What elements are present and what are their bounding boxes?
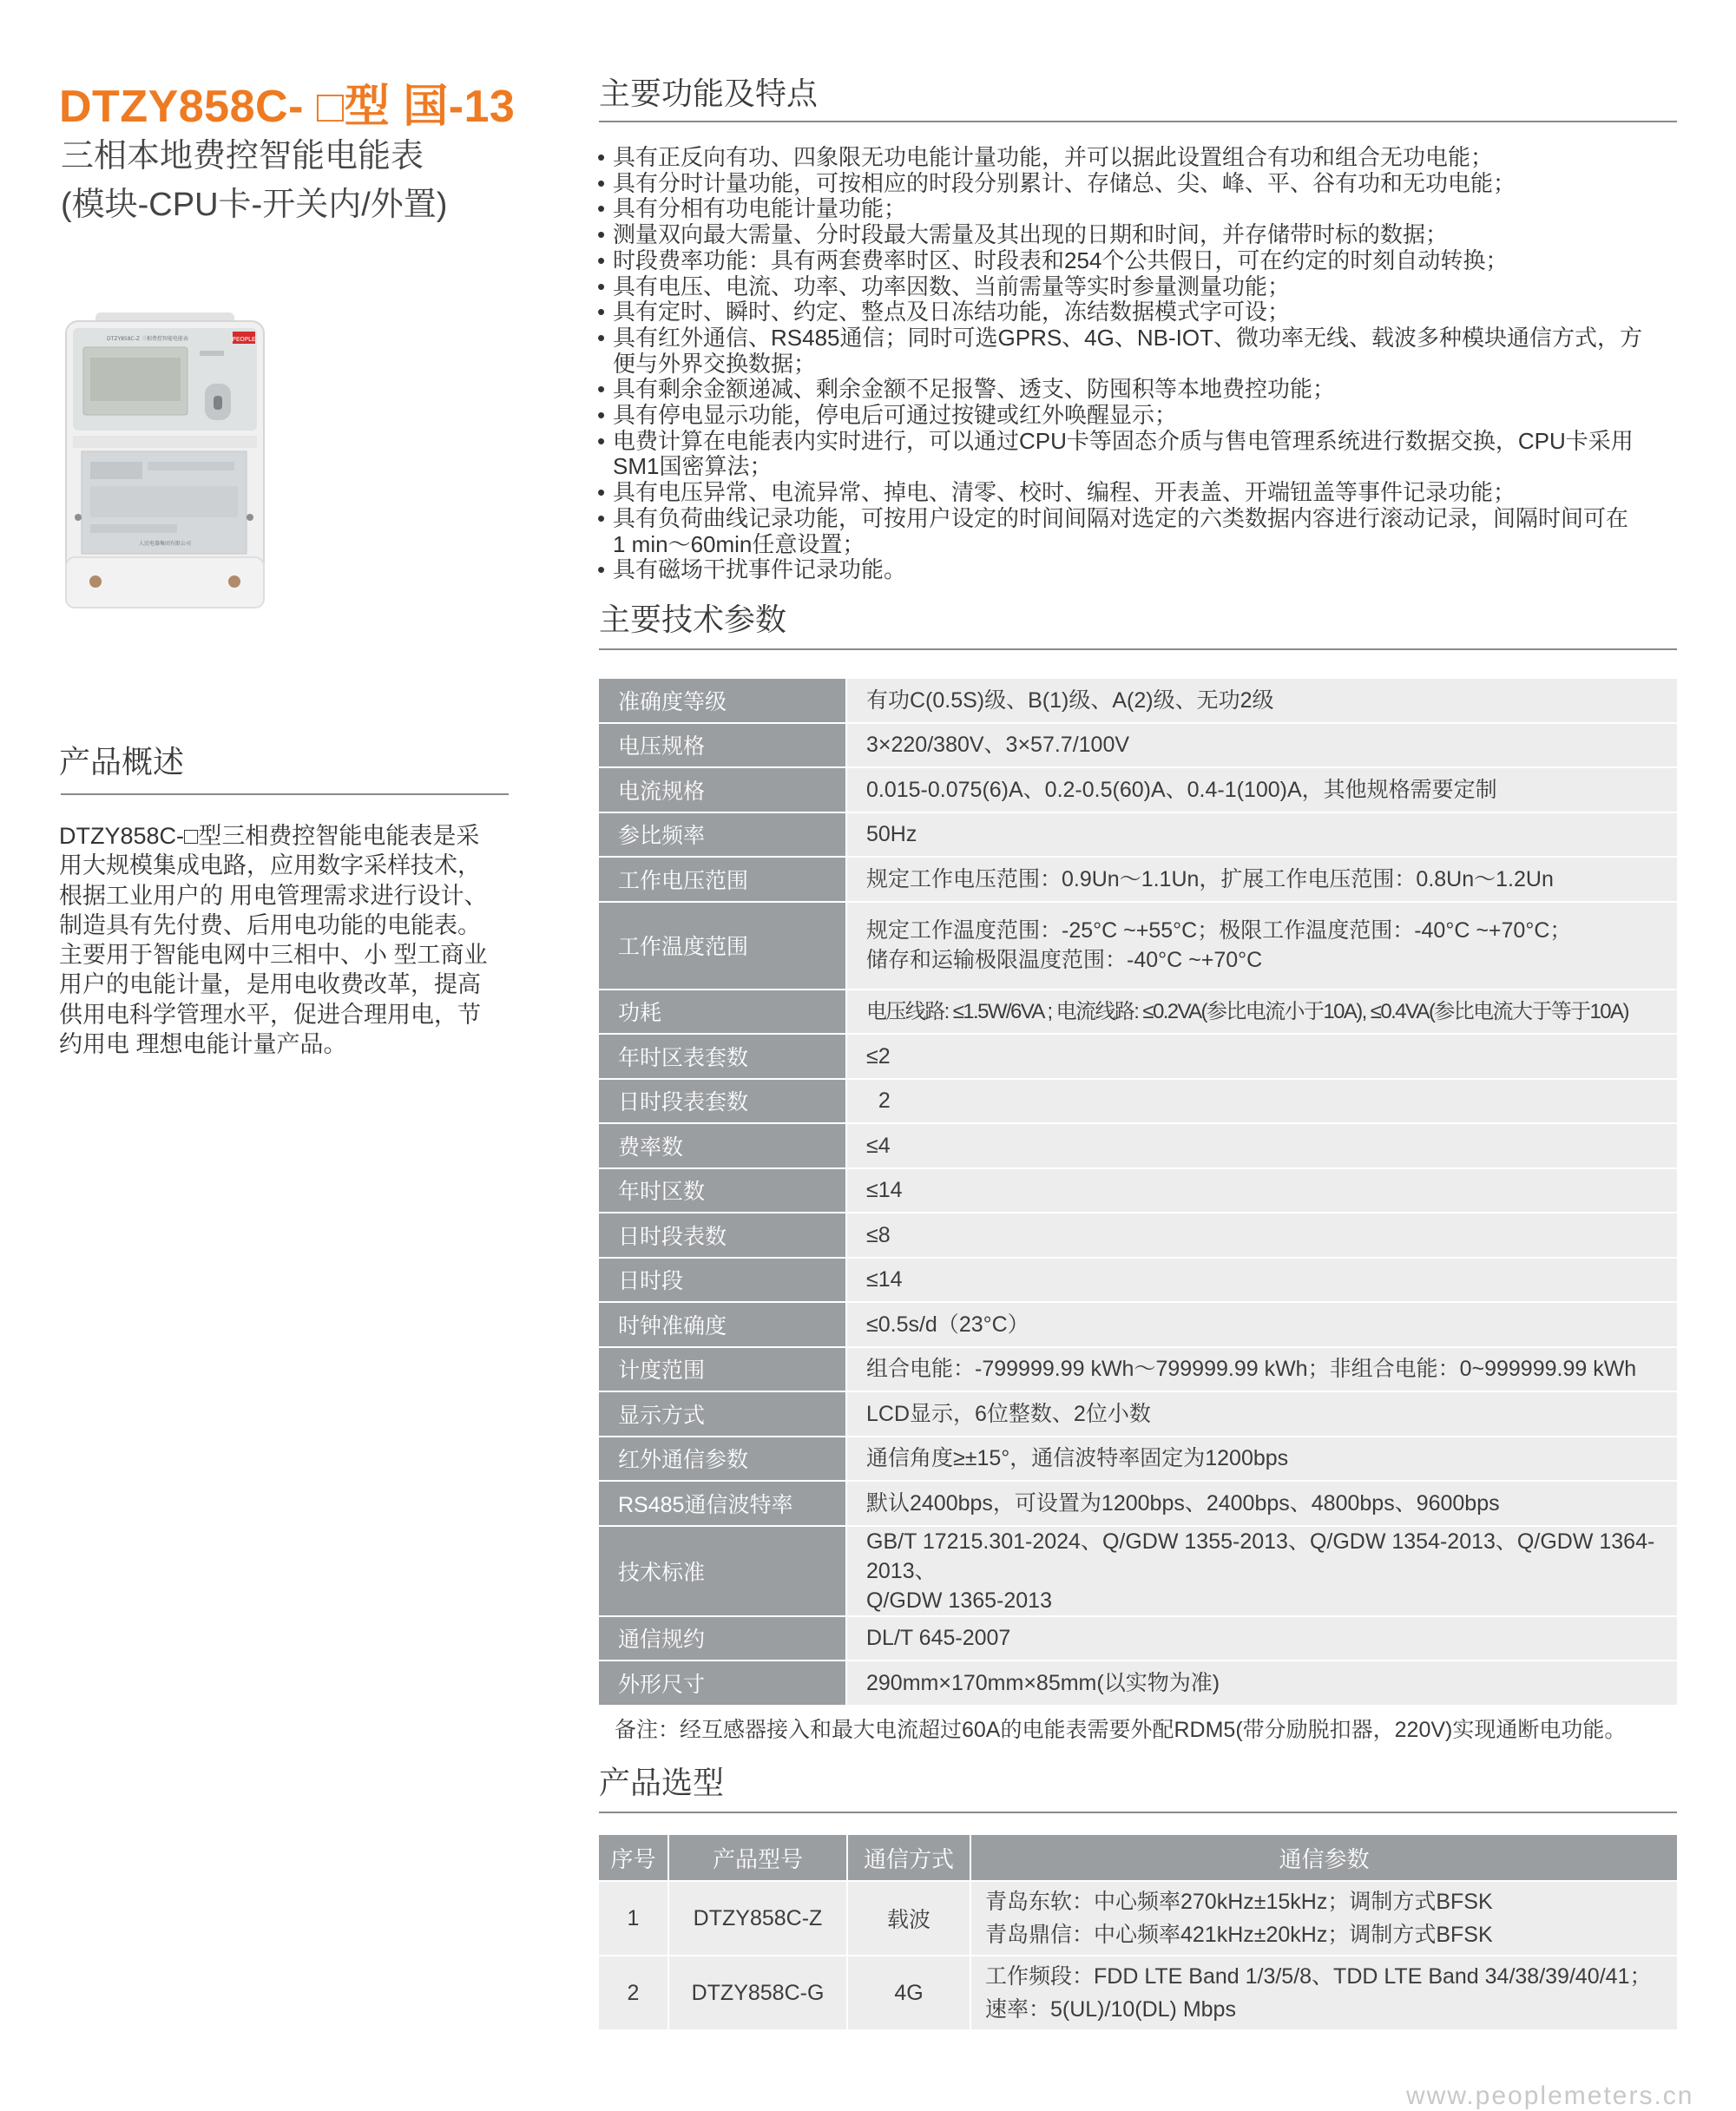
spec-value-line: 储存和运输极限温度范围：-40°C ~+70°C — [866, 948, 1263, 972]
selection-divider — [599, 1812, 1677, 1813]
feature-item: • 具有正反向有功、四象限无功电能计量功能，并可以据此设置组合有功和组合无功电能； — [597, 145, 1682, 171]
table-row — [599, 679, 1677, 723]
param-line: 青岛东软：中心频率270kHz±15kHz；调制方式BFSK — [985, 1890, 1493, 1914]
spec-label: 外形尺寸 — [599, 1661, 846, 1706]
feature-item: • 具有停电显示功能，停电后可通过按键或红外唤醒显示； — [597, 403, 1682, 429]
meter-brand-label — [233, 332, 256, 344]
table-row — [599, 990, 1677, 1035]
spec-value: ≤14 — [846, 1168, 1677, 1213]
spec-label: 准确度等级 — [599, 679, 846, 723]
spec-value: 通信角度≥±15°，通信波特率固定为1200bps — [846, 1437, 1677, 1482]
spec-value-line: 规定工作温度范围：-25°C ~+55°C；极限工作温度范围：-40°C ~+70°C； — [866, 918, 1572, 943]
meter-product-image — [61, 312, 269, 616]
overview-divider — [61, 793, 509, 795]
spec-value: DL/T 645-2007 — [846, 1616, 1677, 1661]
features-heading: 主要功能及特点 — [599, 76, 819, 111]
feature-item: • 时段费率功能：具有两套费率时区、时段表和254个公共假日，可在约定的时刻自动转换； — [597, 248, 1682, 274]
spec-label: 电流规格 — [599, 767, 846, 812]
table-row — [599, 723, 1677, 768]
overview-line: 主要用于智能电网中三相中、小 型工商业 — [59, 942, 488, 969]
spec-value: 2 — [846, 1079, 1677, 1124]
row-number: 2 — [599, 1956, 668, 2029]
overview-line: 供用电科学管理水平，促进合理用电，节 — [59, 1001, 481, 1028]
feature-item: • 电费计算在电能表内实时进行，可以通过CPU卡等固态介质与售电管理系统进行数据交换，CPU卡采用 SM1国密算法； — [597, 429, 1682, 480]
overview-line: 制造具有先付费、后用电功能的电能表。 — [59, 911, 481, 938]
row-comm-params — [970, 1881, 1677, 1956]
spec-value: 50Hz — [846, 812, 1677, 858]
overview-line: 用大规模集成电路，应用数字采样技术， — [59, 852, 481, 879]
spec-label: 日时段表数 — [599, 1213, 846, 1258]
spec-value: 组合电能：-799999.99 kWh～799999.99 kWh；非组合电能：0~999999.99 kWh — [846, 1347, 1677, 1392]
feature-item: • 具有红外通信、RS485通信；同时可选GPRS、4G、NB-IOT、微功率无线、载波多种模块通信方式，方 便与外界交换数据； — [597, 326, 1682, 377]
spec-value-line: GB/T 17215.301-2024、Q/GDW 1355-2013、Q/GDW 1354-2013、Q/GDW 1364-2013、 — [866, 1529, 1655, 1583]
spec-value: LCD显示，6位整数、2位小数 — [846, 1391, 1677, 1437]
feature-item: • 具有负荷曲线记录功能，可按用户设定的时间间隔对选定的六类数据内容进行滚动记录，间隔时间可在 1 min～60min任意设置； — [597, 506, 1682, 557]
overview-line: 约用电 理想电能计量产品。 — [59, 1031, 347, 1058]
feature-item: • 具有分时计量功能，可按相应的时段分别累计、存储总、尖、峰、平、谷有功和无功电能； — [597, 171, 1682, 197]
row-comm-params — [970, 1956, 1677, 2029]
product-model-title: DTZY858C- □型 国-13 — [59, 82, 516, 132]
feature-item: • 具有电压、电流、功率、功率因数、当前需量等实时参量测量功能； — [597, 274, 1682, 300]
table-row — [599, 1481, 1677, 1526]
spec-label: RS485通信波特率 — [599, 1481, 846, 1526]
row-model: DTZY858C-G — [668, 1956, 847, 2029]
specs-note: 备注：经互感器接入和最大电流超过60A的电能表需要外配RDM5(带分励脱扣器，220V)实现通断电功能。 — [615, 1718, 1627, 1742]
column-header-params: 通信参数 — [970, 1835, 1677, 1881]
overview-text — [59, 821, 519, 1059]
spec-label: 技术标准 — [599, 1526, 846, 1616]
spec-label: 计度范围 — [599, 1347, 846, 1392]
features-list — [597, 145, 1682, 583]
table-header-row — [599, 1835, 1677, 1881]
table-row — [599, 1213, 1677, 1258]
table-row — [599, 1123, 1677, 1168]
spec-label: 时钟准确度 — [599, 1302, 846, 1347]
spec-value: ≤14 — [846, 1258, 1677, 1303]
feature-item: • 具有剩余金额递减、剩余金额不足报警、透支、防囤积等本地费控功能； — [597, 377, 1682, 403]
spec-value: 有功C(0.5S)级、B(1)级、A(2)级、无功2级 — [846, 679, 1677, 723]
table-row — [599, 1034, 1677, 1079]
table-row — [599, 1302, 1677, 1347]
spec-value: ≤0.5s/d（23°C） — [846, 1302, 1677, 1347]
table-row — [599, 1661, 1677, 1706]
spec-value: ≤4 — [846, 1123, 1677, 1168]
spec-value: ≤2 — [846, 1034, 1677, 1079]
column-header-model: 产品型号 — [668, 1835, 847, 1881]
row-number: 1 — [599, 1881, 668, 1956]
table-row — [599, 1258, 1677, 1303]
overview-line: 用户的电能计量，是用电收费改革，提高 — [59, 971, 481, 998]
spec-label: 年时区表套数 — [599, 1034, 846, 1079]
selection-table — [599, 1835, 1677, 2029]
table-row — [599, 812, 1677, 858]
spec-value: 290mm×170mm×85mm(以实物为准) — [846, 1661, 1677, 1706]
param-line: 工作频段：FDD LTE Band 1/3/5/8、TDD LTE Band 34/38/39/40/41； — [985, 1964, 1652, 1989]
table-row — [599, 1616, 1677, 1661]
table-row — [599, 1437, 1677, 1482]
spec-value: 3×220/380V、3×57.7/100V — [846, 723, 1677, 768]
table-row — [599, 1526, 1677, 1616]
row-comm-method: 载波 — [847, 1881, 970, 1956]
spec-value: 规定工作电压范围：0.9Un～1.1Un，扩展工作电压范围：0.8Un～1.2Un — [846, 857, 1677, 902]
table-row — [599, 1881, 1677, 1956]
spec-value: 0.015-0.075(6)A、0.2-0.5(60)A、0.4-1(100)A，其他规格需要定制 — [846, 767, 1677, 812]
spec-label: 参比频率 — [599, 812, 846, 858]
product-subtitle: 三相本地费控智能电能表 — [61, 138, 424, 174]
selection-heading: 产品选型 — [599, 1765, 725, 1800]
overview-line: DTZY858C-□型三相费控智能电能表是采 — [59, 823, 480, 849]
table-row — [599, 1347, 1677, 1392]
spec-label: 通信规约 — [599, 1616, 846, 1661]
spec-label: 红外通信参数 — [599, 1437, 846, 1482]
spec-label: 功耗 — [599, 990, 846, 1035]
overview-heading: 产品概述 — [59, 744, 185, 779]
table-row — [599, 1079, 1677, 1124]
param-line: 青岛鼎信：中心频率421kHz±20kHz；调制方式BFSK — [985, 1923, 1493, 1947]
spec-value: 默认2400bps，可设置为1200bps、2400bps、4800bps、9600bps — [846, 1481, 1677, 1526]
spec-label: 日时段表套数 — [599, 1079, 846, 1124]
table-row — [599, 1168, 1677, 1213]
spec-value — [846, 902, 1677, 990]
spec-label: 电压规格 — [599, 723, 846, 768]
spec-label: 年时区数 — [599, 1168, 846, 1213]
spec-value-text: 电压线路: ≤1.5W/6VA ; 电流线路: ≤0.2VA(参比电流小于10A), ≤0.4VA(参比电流大于等于10A) — [866, 999, 1628, 1023]
feature-item: • 具有电压异常、电流异常、掉电、清零、校时、编程、开表盖、开端钮盖等事件记录功能； — [597, 480, 1682, 506]
specs-table — [599, 679, 1677, 1707]
feature-item: • 具有定时、瞬时、约定、整点及日冻结功能，冻结数据模式字可设； — [597, 299, 1682, 326]
row-model: DTZY858C-Z — [668, 1881, 847, 1956]
spec-label: 工作电压范围 — [599, 857, 846, 902]
overview-line: 根据工业用户的 用电管理需求进行设计、 — [59, 882, 488, 909]
table-row — [599, 767, 1677, 812]
product-subtitle-variant: (模块-CPU卡-开关内/外置) — [61, 187, 448, 223]
column-header-comm: 通信方式 — [847, 1835, 970, 1881]
param-line: 速率：5(UL)/10(DL) Mbps — [985, 1997, 1236, 2022]
specs-divider — [599, 648, 1677, 650]
column-header-no: 序号 — [599, 1835, 668, 1881]
svg-text:PEOPLE: PEOPLE — [232, 336, 256, 343]
spec-value — [846, 990, 1677, 1035]
table-row — [599, 857, 1677, 902]
spec-value: ≤8 — [846, 1213, 1677, 1258]
spec-label: 工作温度范围 — [599, 902, 846, 990]
meter-panel-label: DTZY858C-Z 三相费控智能电能表 — [107, 336, 188, 342]
specs-heading: 主要技术参数 — [599, 602, 787, 637]
table-row — [599, 1956, 1677, 2029]
features-divider — [599, 121, 1677, 122]
table-row — [599, 902, 1677, 990]
spec-value — [846, 1526, 1677, 1616]
feature-item: • 测量双向最大需量、分时段最大需量及其出现的日期和时间，并存储带时标的数据； — [597, 222, 1682, 248]
spec-label: 日时段 — [599, 1258, 846, 1303]
spec-label: 费率数 — [599, 1123, 846, 1168]
meter-maker-label: 人民电器集团有限公司 — [138, 541, 192, 547]
table-row — [599, 1391, 1677, 1437]
feature-item: • 具有磁场干扰事件记录功能。 — [597, 557, 1682, 583]
spec-value-line: Q/GDW 1365-2013 — [866, 1588, 1052, 1613]
spec-label: 显示方式 — [599, 1391, 846, 1437]
feature-item: • 具有分相有功电能计量功能； — [597, 196, 1682, 222]
row-comm-method: 4G — [847, 1956, 970, 2029]
website-footer[interactable]: www.peoplemeters.cn — [1406, 2081, 1694, 2110]
